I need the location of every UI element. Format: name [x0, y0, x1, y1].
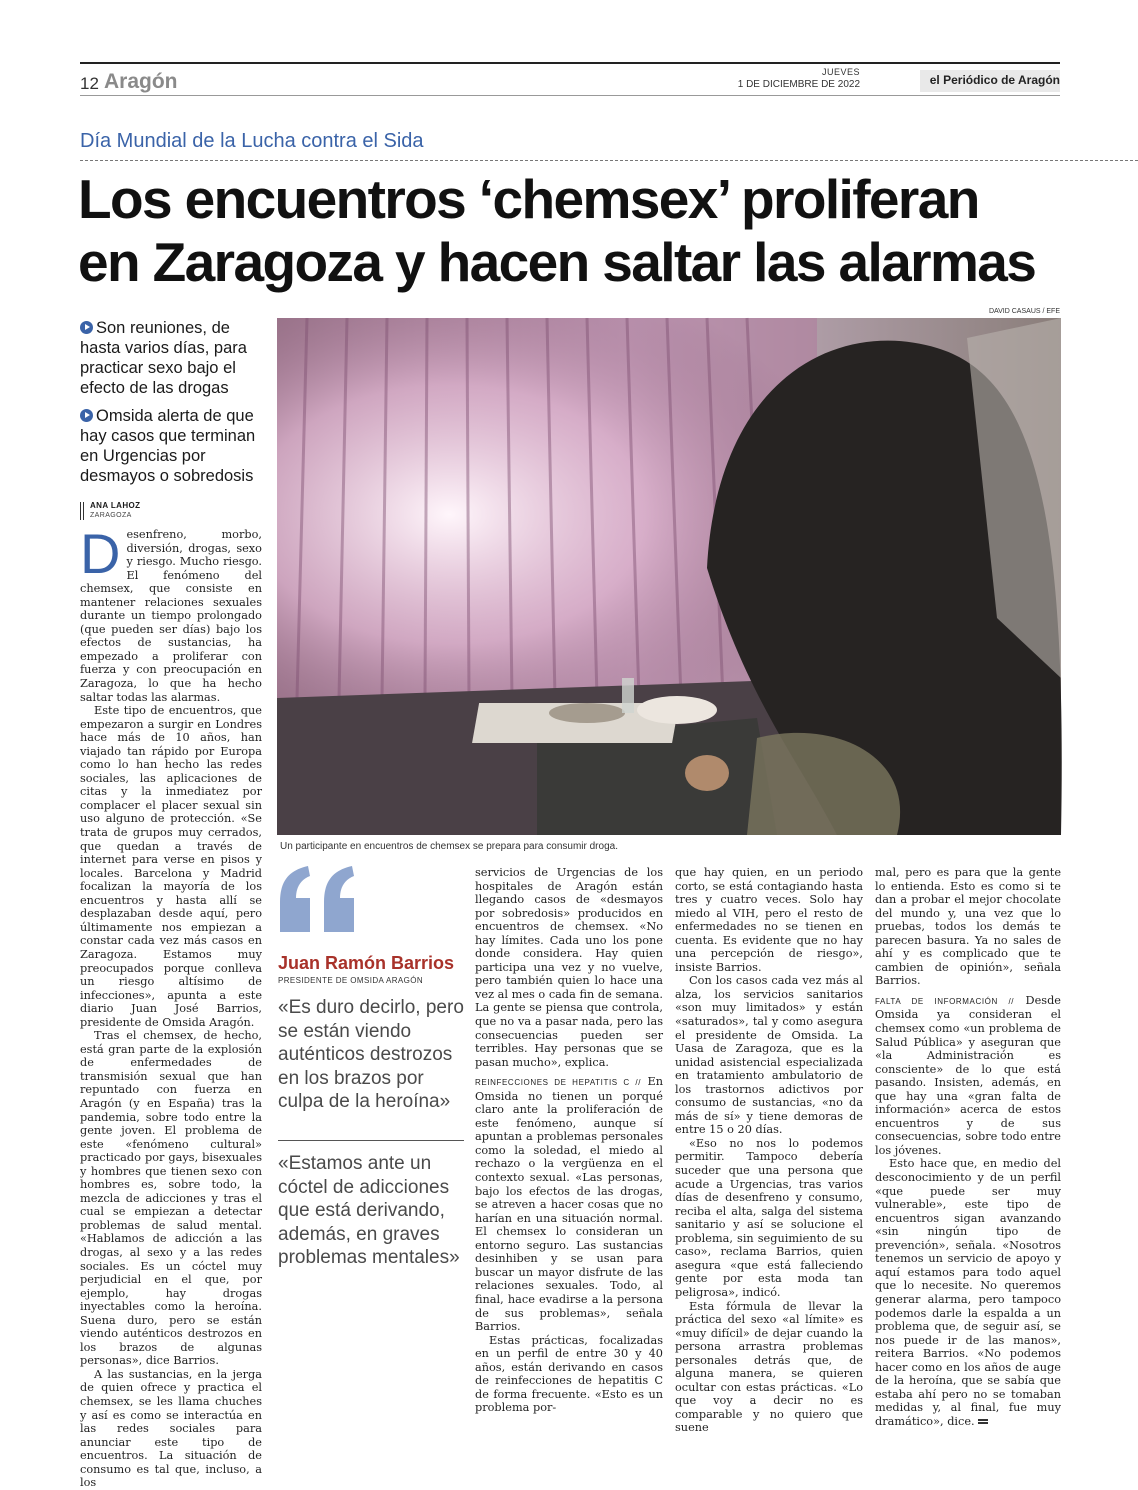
header-bottom-rule: [80, 95, 1060, 96]
headline: [78, 168, 1078, 294]
byline-bar: [80, 502, 84, 520]
body-paragraph: Estas prácticas, focalizadas en un perfil de entre 30 y 40 años, están derivando en casos de reinfecciones de hepatitis C de forma frecuente. «Esto es un problema por-: [475, 1333, 663, 1415]
subhead: REINFECCIONES DE HEPATITIS C //: [475, 1078, 642, 1088]
body-paragraph: Este tipo de encuentros, que empezaron a surgir en Londres hace más de 10 años, han viajado tan rápido por Europa como lo han hecho las redes sociales, las aplicaciones de citas y la inmediatez por complacer el placer sexual sin uso alguno de protección. «Se trata de grupos muy cerrados, que quedan a través de internet para verse en pisos y locales. Barcelona y Madrid focalizan la mayoría de los encuentros y hasta allí se desplazaban desde aquí, pero últimamente nos empiezan a constar cada vez más casos en Zaragoza. Estamos muy preocupados porque conlleva un riesgo altísimo de infecciones», apunta a este diario Juan José Barrios, presidente de Omsida Aragón.: [80, 704, 262, 1029]
byline-location: ZARAGOZA: [90, 512, 132, 519]
kicker: Día Mundial de la Lucha contra el Sida: [80, 130, 424, 152]
body-paragraph: mal, pero es para que la gente lo entienda. Esto es como si te dan a probar el mejor chocolate del mundo y, una vez que lo pruebas, todos los demás te parecen basura. Ya no sales de ahí y es complicado que te cambien de opinión», señala Barrios.: [875, 866, 1061, 988]
quote-speaker-name: Juan Ramón Barrios: [278, 953, 455, 973]
date-full: 1 DE DICIEMBRE DE 2022: [737, 79, 860, 90]
page-number: 12: [80, 74, 99, 93]
headline-line-2: en Zaragoza y hacen saltar las alarmas: [78, 231, 1036, 293]
drop-cap: D: [80, 522, 121, 585]
body-paragraph: Con los casos cada vez más al alza, los servicios sanitarios «son muy limitados» y están «saturados», tal y como asegura el presidente de Omsida. La Uasa de Zaragoza, que es la unidad asistencial especializada en tratamiento ambulatorio de los trastornos adictivos por consumo de sustancias, «no da más de sí» y tiene demoras de entre 15 o 20 días.: [675, 974, 863, 1137]
article-column-5: [875, 866, 1061, 1456]
summary-item-2: Omsida alerta de que hay casos que terminan en Urgencias por desmayos o sobredosis: [80, 407, 256, 485]
subhead: FALTA DE INFORMACIÓN //: [875, 996, 1015, 1006]
photo-illustration: [277, 318, 1061, 835]
body-paragraph: Esto hace que, en medio del desconocimiento y de un perfil «que puede ser muy vulnerable», este tipo de encuentros sigan avanzando «sin ningún tipo de prevención», señala. «Nosotros tenemos un servicio de apoyo y aquí estamos para todo aquel que lo necesite. No queremos generar alarma, pero tampoco podemos darle la espalda a un problema que, de seguir así, se nos puede ir de las manos», reitera Barrios. «No podemos hacer como en los años de auge de la heroína, que se sabía que estaba ahí pero no se tomaban medidas y, al final, fue muy dramático», dice.: [875, 1157, 1061, 1428]
body-paragraph: Desenfreno, morbo, diversión, drogas, sexo y riesgo. Mucho riesgo. El fenómeno del chemsex, que consiste en mantener relaciones sexuales durante un tiempo prolongado (que pueden ser días) bajo los efectos de sustancias, ha empezado a proliferar con fuerza y con preocupación en Zaragoza, lo que ha hecho saltar todas las alarmas.: [80, 522, 262, 704]
main-photo: [277, 318, 1061, 835]
pull-quote-1: «Es duro decirlo, pero se están viendo auténticos destrozos en los brazos por culpa de la heroína»: [278, 997, 464, 1112]
date-weekday: JUEVES: [821, 67, 860, 77]
end-mark-icon: [978, 1419, 988, 1424]
header-top-rule: [80, 62, 1060, 64]
photo-caption: Un participante en encuentros de chemsex se prepara para consumir droga.: [280, 841, 618, 852]
article-column-3: [475, 866, 663, 1456]
photo-credit: DAVID CASAUS / EFE: [988, 308, 1060, 315]
headline-line-1: Los encuentros ‘chemsex’ proliferan: [78, 168, 979, 230]
summary-item-1: Son reuniones, de hasta varios días, para practicar sexo bajo el efecto de las drogas: [80, 319, 247, 397]
play-bullet-icon: [80, 321, 93, 334]
body-paragraph: servicios de Urgencias de los hospitales de Aragón están llegando casos de «desmayos por sobredosis» producidos en encuentros de chemsex. «No hay límites. Cada uno los pone donde considera. Hay quien participa una vez y no vuelve, pero también quien lo hace una vez al mes o cada fin de semana. La gente se piensa que controla, que no va a pasar nada, pero las consecuencias pueden ser terribles. Hay personas que se pasan mucho», explica.: [475, 866, 663, 1069]
kicker-divider: [80, 160, 1138, 161]
quote-mark-icon: [276, 862, 366, 946]
body-paragraph: A las sustancias, en la jerga de quien ofrece y practica el chemsex, se les llama chuches y así es como se interactúa en las redes sociales para anunciar este tipo de encuentros. La situación de consumo es tal que, incluso, a los: [80, 1367, 262, 1490]
article-column-1: [80, 522, 262, 1490]
body-paragraph: «Eso no nos lo podemos permitir. Tampoco debería suceder que una persona que acude a Urgencias, tras varios días de desenfreno y consumo, reciba el alta, salga del sistema sanitario y así se solucione el problema, sin seguimiento de su caso», reclama Barrios, quien asegura «que está falleciendo gente por esta moda tan peligrosa», indicó.: [675, 1136, 863, 1299]
body-paragraph: Esta fórmula de llevar la práctica del sexo «al límite» es «muy difícil» de dejar cuando la persona arrastra problemas personales detrás que, de alguna manera, se quieren ocultar con estas prácticas. «Lo que voy a decir no es comparable y no quiero que suene: [675, 1299, 863, 1435]
body-paragraph: REINFECCIONES DE HEPATITIS C // En Omsida no tienen un porqué claro ante la proliferación de este fenómeno, aunque sí apuntan a problemas personales como la soledad, el miedo al rechazo o la vergüenza en el contexto sexual. «Las personas, bajo los efectos de las drogas, se atreven a hacer cosas que no harían en una situación normal. El chemsex lo consideran un entorno seguro. Las sustancias desinhiben y se usan para buscar un mayor disfrute de las relaciones sexuales. Todo, al final, hace evadirse a la persona de sus problemas», señala Barrios.: [475, 1075, 663, 1334]
body-paragraph: que hay quien, en un periodo corto, se está contagiando hasta tres y cuatro veces. Solo hay miedo al VIH, pero el resto de enfermedades no se tienen en cuenta. Es evidente que no hay una percepción de riesgo», insiste Barrios.: [675, 866, 863, 974]
pull-quote-2: «Estamos ante un cóctel de adicciones que está derivando, además, en graves problemas mentales»: [278, 1153, 460, 1268]
pull-quote-divider: [278, 1140, 464, 1141]
article-column-4: [675, 866, 863, 1456]
body-paragraph: Tras el chemsex, de hecho, está gran parte de la explosión de enfermedades de transmisión sexual que han repuntado con fuerza en Aragón (y en España) tras la pandemia, sobre todo entre la gente joven. El problema de este «fenómeno cultural» practicado por gays, bisexuales y hombres que tienen sexo con hombres es, sobre todo, la mezcla de adicciones y tras el cual se empiezan a detectar problemas de salud mental. «Hablamos de adicción a las drogas, al sexo y a las redes sociales. Es un cóctel muy perjudicial en el que, por ejemplo, hay drogas inyectables como la heroína. Suena duro, pero se están viendo auténticos destrozos en los brazos de algunas personas», dice Barrios.: [80, 1029, 262, 1368]
section-name: Aragón: [104, 70, 178, 93]
play-bullet-icon: [80, 409, 93, 422]
publication-name: el Periódico de Aragón: [929, 73, 1060, 87]
quote-speaker-role: PRESIDENTE DE OMSIDA ARAGÓN: [278, 976, 424, 985]
body-paragraph: FALTA DE INFORMACIÓN // Desde Omsida ya consideran el chemsex como «un problema de Salud Pública» y aseguran que «la Administración es consciente» de lo que está pasando. Insisten, además, en que hay una «gran falta de información» acerca de estos encuentros y de sus consecuencias, sobre todo entre los jóvenes.: [875, 993, 1061, 1157]
byline-author: ANA LAHOZ: [90, 501, 141, 510]
